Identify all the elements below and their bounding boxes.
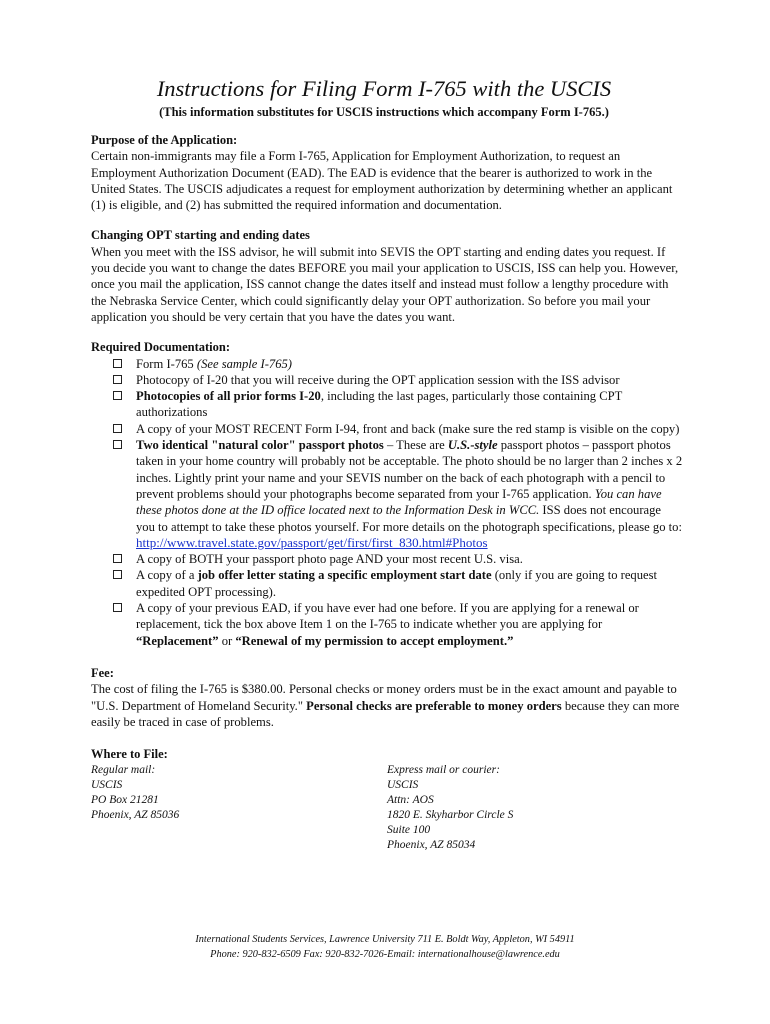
checklist-item: Photocopies of all prior forms I-20, including the last pages, particularly those containing CPT authorizations [91,388,683,421]
opt-section [91,227,683,325]
purpose-body: Certain non-immigrants may file a Form I-765, Application for Employment Authorization, to request an Employment Authorization Document (EAD). The EAD is evidence that the bearer is authorized to work in the United States. The USCIS adjudicates a request for employment authorization by determining whether an applicant (1) is eligible, and (2) has submitted the required information and documentation. [91,149,673,213]
photo-spec-link[interactable]: http://www.travel.state.gov/passport/get/first/first_830.html#Photos [136,534,488,550]
regular-mail-address: Regular mail: USCIS PO Box 21281 Phoenix, AZ 85036 [91,764,180,822]
opt-heading: Changing OPT starting and ending dates [91,228,310,243]
checklist-item: A copy of a job offer letter stating a specific employment start date (only if you are going to request expedited OPT processing). [91,567,683,600]
page-subtitle: (This information substitutes for USCIS instructions which accompany Form I-765.) [159,105,609,119]
fee-section [91,665,683,730]
checklist-item: A copy of your MOST RECENT Form I-94, front and back (make sure the red stamp is visible on the copy) [91,421,683,437]
purpose-heading: Purpose of the Application: [91,133,238,147]
where-to-file-section [91,746,683,853]
checklist-item: Form I-765 (See sample I-765) [91,356,683,372]
checkbox-icon[interactable] [113,424,122,433]
checklist-item: Photocopy of I-20 that you will receive during the OPT application session with the ISS advisor [91,372,683,388]
page-title: Instructions for Filing Form I-765 with the USCIS [156,76,612,101]
checklist-item: Two identical "natural color" passport photos – These are U.S.-style passport photos – passport photos taken in your home country will probably not be acceptable. The photo should be no larger than 2 inches x 2 inches. Lightly print your name and your SEVIS number on the back of each photograph with a pencil to prevent problems should your photographs become separated from your I-765 application. You can have these photos done at the ID office located next to the Information Desk in WCC. ISS does not encourage you to attempt to take these photos yourself. For more details on the photograph specifications, please go to: http://www.travel.state.gov/passport/get/first/first_830.html#Photos [91,437,683,551]
checkbox-icon[interactable] [113,570,122,579]
checkbox-icon[interactable] [113,603,122,612]
checklist-item: A copy of your previous EAD, if you have ever had one before. If you are applying for a renewal or replacement, tick the box above Item 1 on the I-765 to indicate whether you are applying for “Replacement” or “Renewal of my permission to accept employment.” [91,600,683,649]
checkbox-icon[interactable] [113,359,122,368]
documentation-checklist [91,356,683,649]
fee-body: The cost of filing the I-765 is $380.00. Personal checks or money orders must be in the exact amount and payable to "U.S. Department of Homeland Security." Personal checks are preferable to money orders because they can more easily be traced in case of problems. [91,682,680,729]
checkbox-icon[interactable] [113,554,122,563]
documentation-section [91,339,683,649]
purpose-section [91,132,683,213]
checkbox-icon[interactable] [113,391,122,400]
document-page [91,74,683,853]
fee-heading: Fee: [91,665,114,680]
checklist-item: A copy of BOTH your passport photo page AND your most recent U.S. visa. [91,551,683,567]
express-mail-address: Express mail or courier: USCIS Attn: AOS 1820 E. Skyharbor Circle S Suite 100 Phoenix, AZ 85034 [387,764,514,852]
checkbox-icon[interactable] [113,440,122,449]
documentation-heading: Required Documentation: [91,340,231,355]
page-footer: International Students Services, Lawrence University 711 E. Boldt Way, Appleton, WI 54911 Phone: 920-832-6509 Fax: 920-832-7026-Email: internationalhouse@lawrence.edu [195,934,575,960]
opt-body: When you meet with the ISS advisor, he will submit into SEVIS the OPT starting and ending dates you request. If you decide you want to change the dates BEFORE you mail your application to USCIS, ISS can help you. However, once you mail the application, ISS cannot change the dates itself and instead must follow a lengthy procedure with the Nebraska Service Center, which could significantly delay your OPT authorization. So before you mail your application you should be very certain that you have the dates you want. [91,244,679,324]
where-heading: Where to File: [91,747,168,762]
checkbox-icon[interactable] [113,375,122,384]
